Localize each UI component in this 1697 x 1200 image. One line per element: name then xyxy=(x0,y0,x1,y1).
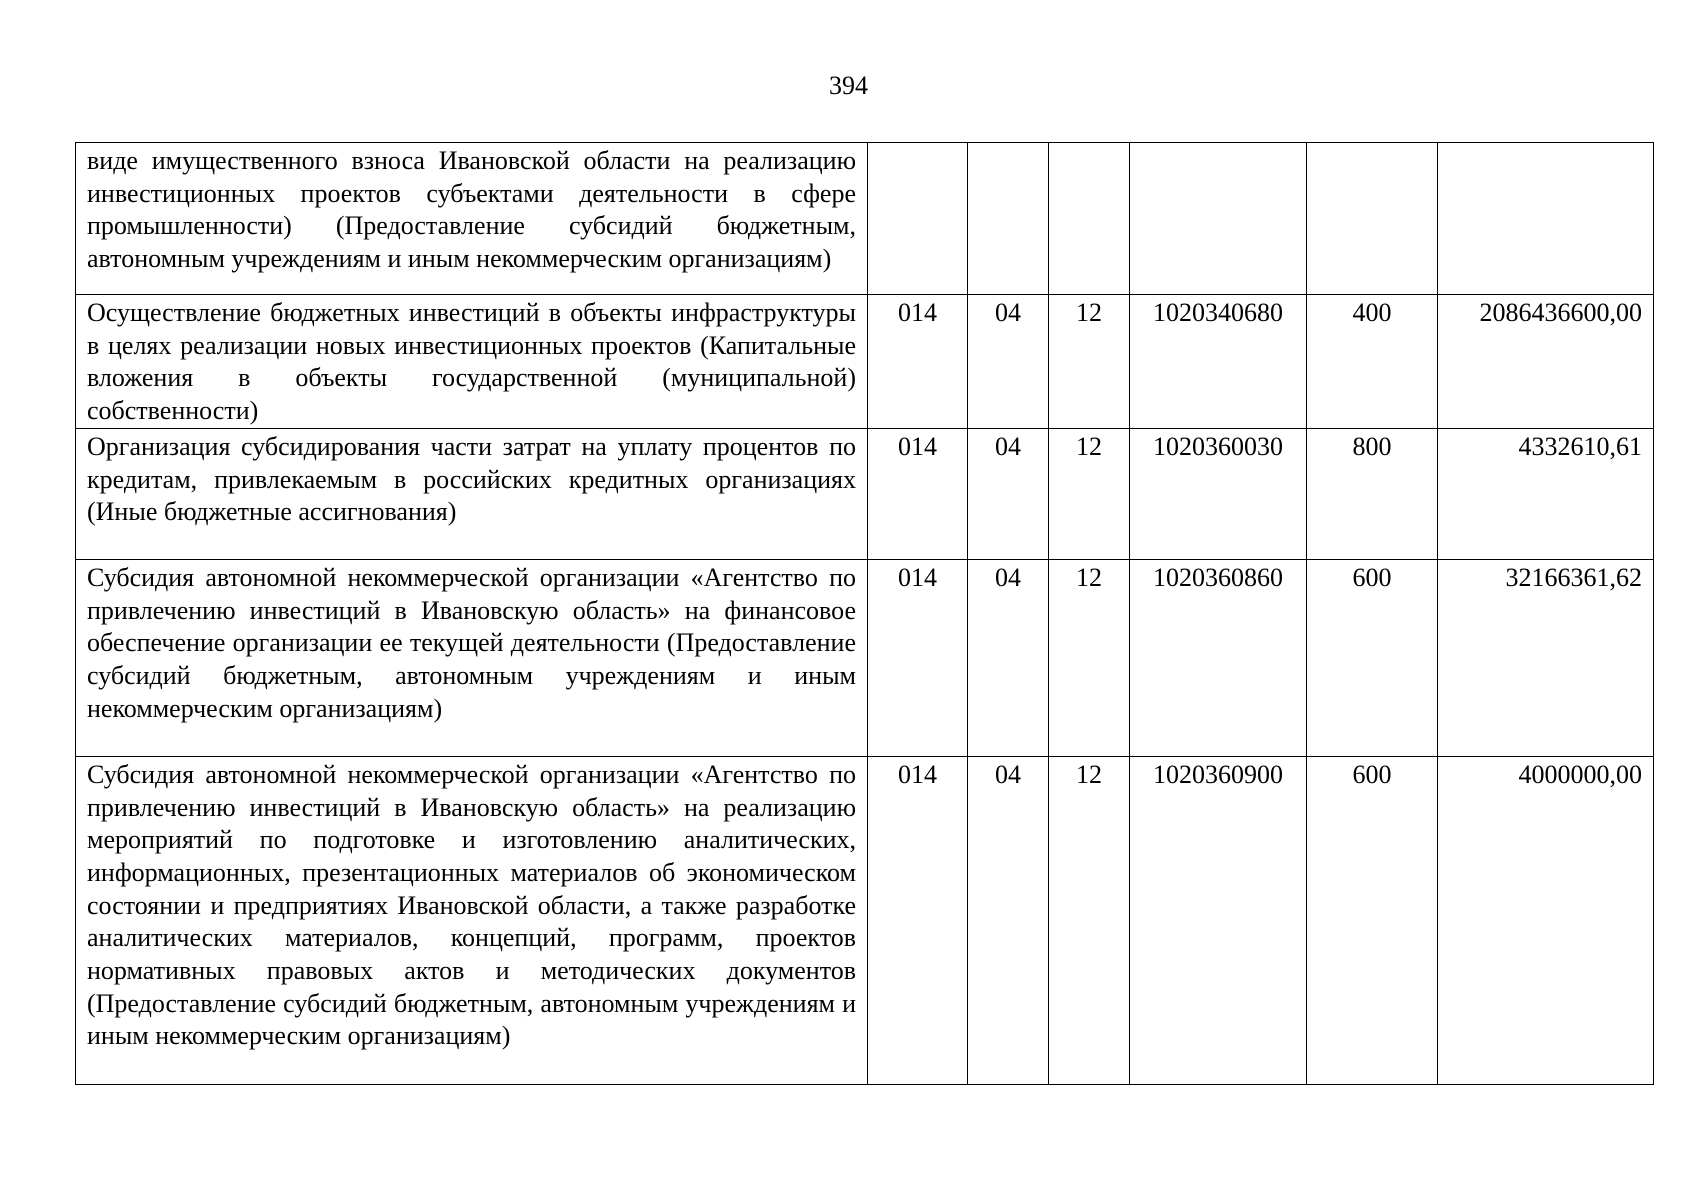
row-admin-code xyxy=(868,143,968,295)
row-description: Субсидия автономной некоммерческой организации «Агентство по привлечению инвестиций в Ивановскую область» на финансовое обеспечение организации ее текущей деятельности (Предоставление субсидий бюджетным, автономным учреждениям и иным некоммерческим организациям) xyxy=(76,559,868,756)
table-row xyxy=(76,295,1654,429)
row-expense-type-code: 600 xyxy=(1307,756,1438,1084)
row-subsection-code: 12 xyxy=(1049,756,1130,1084)
table-row xyxy=(76,428,1654,559)
row-description: Субсидия автономной некоммерческой организации «Агентство по привлечению инвестиций в Ивановскую область» на реализацию мероприятий по подготовке и изготовлению аналитических, информационных, презентационных материалов об экономическом состоянии и предприятиях Ивановской области, а также разработке аналитических материалов, концепций, программ, проектов нормативных правовых актов и методических документов (Предоставление субсидий бюджетным, автономным учреждениям и иным некоммерческим организациям) xyxy=(76,756,868,1084)
budget-table xyxy=(75,142,1654,1085)
row-target-code: 1020360030 xyxy=(1130,428,1307,559)
row-section-code: 04 xyxy=(968,295,1049,429)
row-amount: 4332610,61 xyxy=(1438,428,1654,559)
table-row xyxy=(76,756,1654,1084)
row-subsection-code: 12 xyxy=(1049,559,1130,756)
table-row xyxy=(76,143,1654,295)
row-amount: 2086436600,00 xyxy=(1438,295,1654,429)
row-expense-type-code: 600 xyxy=(1307,559,1438,756)
row-amount: 4000000,00 xyxy=(1438,756,1654,1084)
row-subsection-code: 12 xyxy=(1049,428,1130,559)
row-subsection-code: 12 xyxy=(1049,295,1130,429)
table-row xyxy=(76,559,1654,756)
page-number: 394 xyxy=(829,71,868,100)
row-admin-code: 014 xyxy=(868,428,968,559)
row-description: Организация субсидирования части затрат на уплату процентов по кредитам, привлекаемым в российских кредитных организациях (Иные бюджетные ассигнования) xyxy=(76,428,868,559)
row-admin-code: 014 xyxy=(868,559,968,756)
row-expense-type-code: 400 xyxy=(1307,295,1438,429)
row-admin-code: 014 xyxy=(868,756,968,1084)
row-expense-type-code: 800 xyxy=(1307,428,1438,559)
row-target-code: 1020360900 xyxy=(1130,756,1307,1084)
row-target-code: 1020360860 xyxy=(1130,559,1307,756)
row-target-code xyxy=(1130,143,1307,295)
row-section-code: 04 xyxy=(968,756,1049,1084)
row-subsection-code xyxy=(1049,143,1130,295)
row-expense-type-code xyxy=(1307,143,1438,295)
row-description: виде имущественного взноса Ивановской области на реализацию инвестиционных проектов субъектами деятельности в сфере промышленности) (Предоставление субсидий бюджетным, автономным учреждениям и иным некоммерческим организациям) xyxy=(76,143,868,295)
row-section-code: 04 xyxy=(968,559,1049,756)
row-section-code: 04 xyxy=(968,428,1049,559)
row-admin-code: 014 xyxy=(868,295,968,429)
row-target-code: 1020340680 xyxy=(1130,295,1307,429)
row-amount: 32166361,62 xyxy=(1438,559,1654,756)
row-amount xyxy=(1438,143,1654,295)
row-section-code xyxy=(968,143,1049,295)
row-description: Осуществление бюджетных инвестиций в объекты инфраструктуры в целях реализации новых инвестиционных проектов (Капитальные вложения в объекты государственной (муниципальной) собственности) xyxy=(76,295,868,429)
